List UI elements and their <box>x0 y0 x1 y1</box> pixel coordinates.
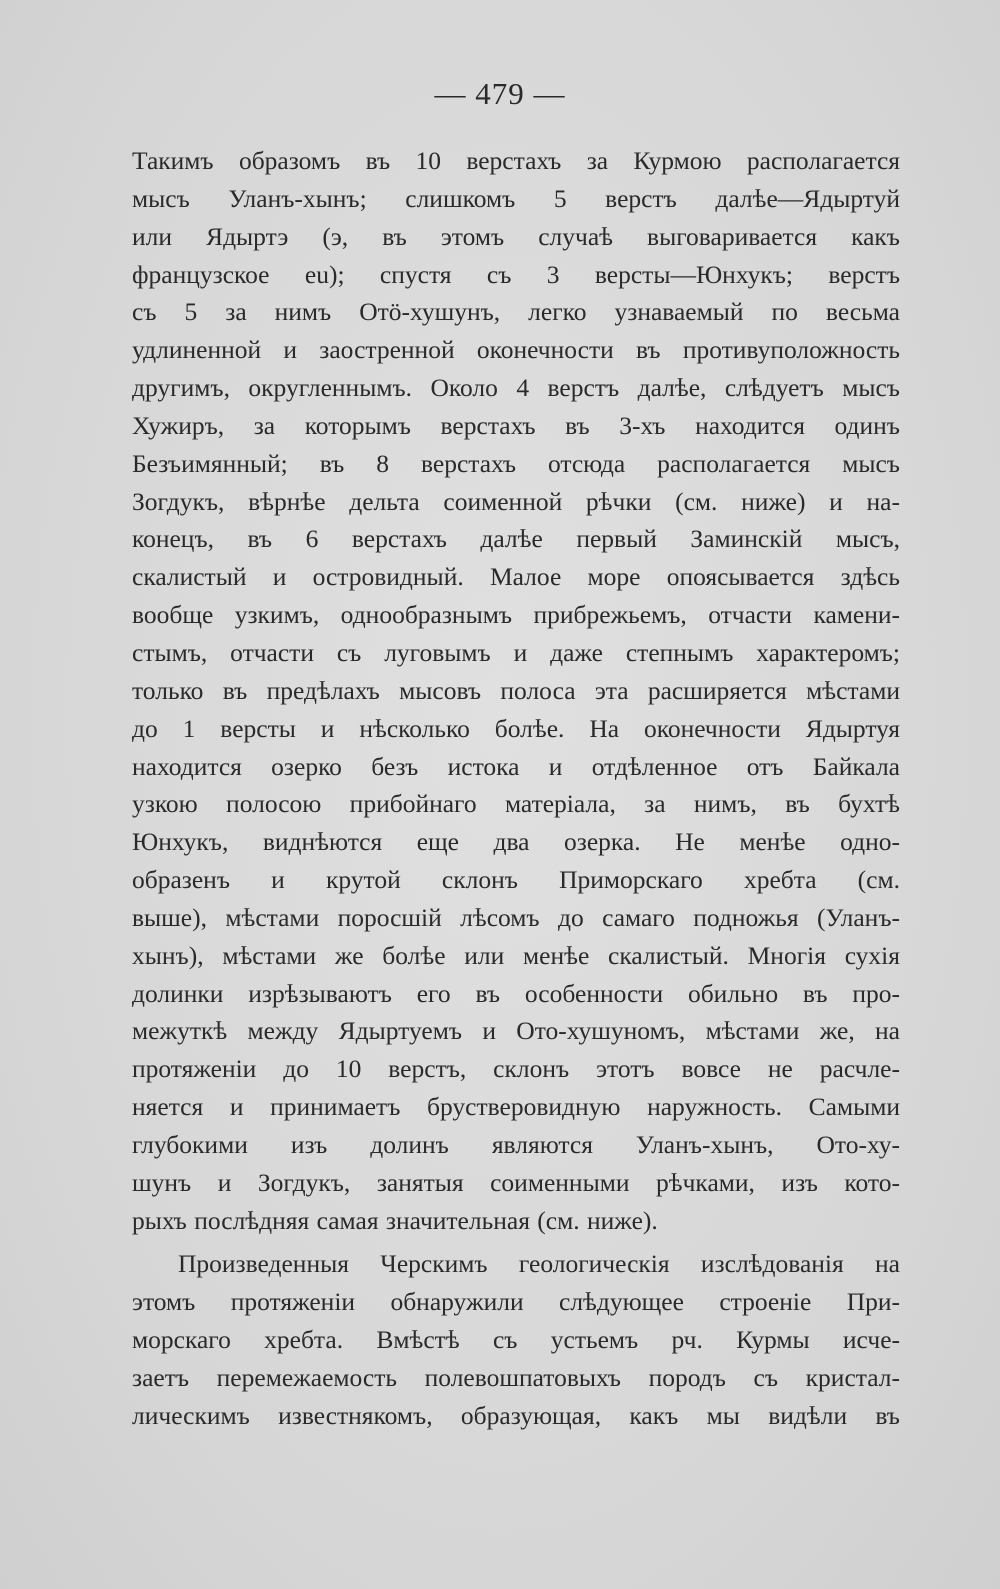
text-line: съ 5 за нимъ Отö-хушунъ, легко узнаваемый по весьма <box>132 297 900 327</box>
paragraph-1 <box>132 142 900 1239</box>
text-line: долинки изрѣзываютъ его въ особенности обильно въ про- <box>132 978 900 1008</box>
text-line: конецъ, въ 6 верстахъ далѣе первый Заминскiй мысъ, <box>132 524 900 554</box>
text-line: французское eu); спустя съ 3 версты—Юнхукъ; верстъ <box>132 259 900 289</box>
text-line: Произведенныя Черскимъ геологическiя изслѣдованiя на <box>178 1249 900 1279</box>
text-line: другимъ, округленнымъ. Около 4 верстъ далѣе, слѣдуетъ мысъ <box>132 373 900 403</box>
text-line: удлиненной и заостренной оконечности въ противуположность <box>132 335 900 365</box>
text-line: только въ предѣлахъ мысовъ полоса эта расширяется мѣстами <box>132 675 900 705</box>
text-line: рыхъ послѣдняя самая значительная (см. ниже). <box>132 1205 658 1235</box>
text-line: до 1 версты и нѣсколько болѣе. На оконечности Ядыртуя <box>132 713 900 743</box>
text-line: стымъ, отчасти съ луговымъ и даже степнымъ характеромъ; <box>132 637 900 667</box>
text-line: Зогдукъ, вѣрнѣе дельта соименной рѣчки (см. ниже) и на- <box>132 486 900 516</box>
body-text <box>132 142 900 1435</box>
text-line: этомъ протяженiи обнаружили слѣдующее строенiе При- <box>132 1287 900 1317</box>
paragraph-2 <box>132 1245 900 1434</box>
text-line: протяженiи до 10 верстъ, склонъ этотъ вовсе не расчле- <box>132 1054 900 1084</box>
text-line: вообще узкимъ, однообразнымъ прибрежьемъ, отчасти камени- <box>132 600 900 630</box>
text-line: шунъ и Зогдукъ, занятыя соименными рѣчками, изъ кото- <box>132 1167 900 1197</box>
text-line: выше), мѣстами поросшiй лѣсомъ до самаго подножья (Уланъ- <box>132 902 900 932</box>
text-line: хынъ), мѣстами же болѣе или менѣе скалистый. Многiя сухiя <box>132 940 900 970</box>
text-line: няется и принимаетъ брустверовидную наружность. Самыми <box>132 1092 900 1122</box>
text-line: морскаго хребта. Вмѣстѣ съ устьемъ рч. Курмы исче- <box>132 1325 900 1355</box>
text-line: или Ядыртэ (э, въ этомъ случаѣ выговаривается какъ <box>132 221 900 251</box>
text-line: Такимъ образомъ въ 10 верстахъ за Курмою располагается <box>132 146 900 175</box>
text-line: глубокими изъ долинъ являются Уланъ-хынъ, Ото-ху- <box>132 1129 900 1159</box>
text-line: мысъ Уланъ-хынъ; слишкомъ 5 верстъ далѣе—Ядыртуй <box>132 183 900 213</box>
text-line: образенъ и крутой склонъ Приморскаго хребта (см. <box>132 865 900 895</box>
text-line: находится озерко безъ истока и отдѣленное отъ Байкала <box>132 751 900 781</box>
page-number: — 479 — <box>434 76 566 111</box>
text-line: узкою полосою прибойнаго матерiала, за нимъ, въ бухтѣ <box>132 789 900 819</box>
text-line: Хужиръ, за которымъ верстахъ въ 3-хъ находится одинъ <box>132 410 900 440</box>
text-line: межуткѣ между Ядыртуемъ и Ото-хушуномъ, мѣстами же, на <box>132 1016 900 1046</box>
text-line: Юнхукъ, виднѣются еще два озерка. Не менѣе одно- <box>132 827 900 857</box>
text-line: заетъ перемежаемость полевошпатовыхъ породъ съ кристал- <box>132 1363 900 1392</box>
text-line: Безъимянный; въ 8 верстахъ отсюда располагается мысъ <box>132 448 900 478</box>
text-line: лическимъ известнякомъ, образующая, какъ мы видѣли въ <box>132 1400 900 1430</box>
text-line: скалистый и островидный. Малое море опоясывается здѣсь <box>132 562 900 592</box>
